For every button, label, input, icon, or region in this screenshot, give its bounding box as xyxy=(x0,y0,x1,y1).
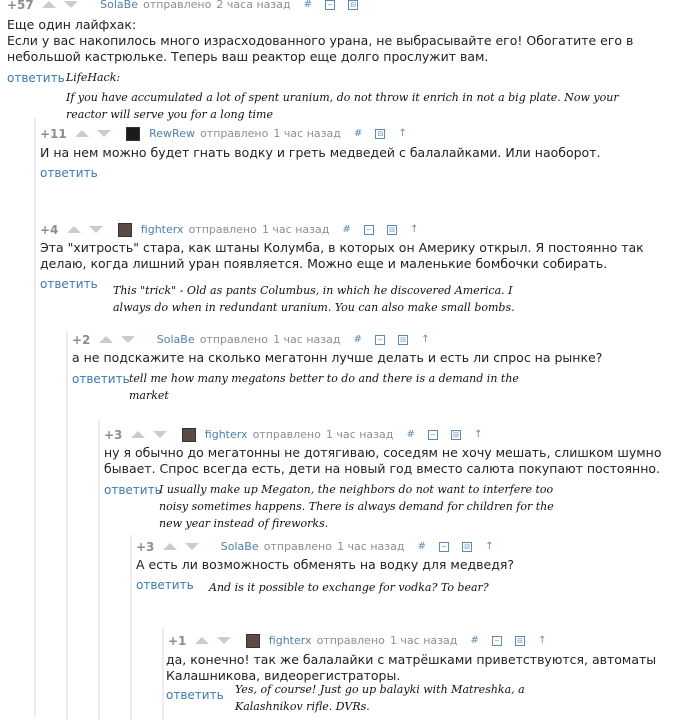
permalink-icon[interactable]: # xyxy=(342,224,351,235)
comment-sent: отправлено xyxy=(199,333,268,346)
permalink-icon[interactable]: # xyxy=(406,429,415,440)
downvote-icon[interactable] xyxy=(217,637,231,644)
comment-sent: отправлено xyxy=(263,540,332,553)
thread-rail xyxy=(162,628,164,720)
reply-link[interactable]: ответить xyxy=(40,277,98,291)
parent-arrow-icon[interactable]: ↑ xyxy=(474,429,483,440)
downvote-icon[interactable] xyxy=(97,130,111,137)
downvote-icon[interactable] xyxy=(153,431,167,438)
comment-text: а не подскажите на сколько мегатонн лучше делать и есть ли спрос на рынке? xyxy=(72,350,603,365)
comment-score: +11 xyxy=(40,127,67,141)
comment-header xyxy=(104,424,483,443)
reply-link[interactable]: ответить xyxy=(166,688,224,702)
comment-sent: отправлено xyxy=(316,634,385,647)
parent-arrow-icon[interactable]: ↑ xyxy=(421,334,430,345)
save-icon[interactable]: ⊟ xyxy=(387,225,397,235)
comment-score: +1 xyxy=(168,634,187,648)
collapse-icon[interactable]: − xyxy=(428,430,438,440)
upvote-icon[interactable] xyxy=(67,226,81,233)
handwritten-label: LifeHack: xyxy=(66,71,121,84)
collapse-icon[interactable]: − xyxy=(364,225,374,235)
upvote-icon[interactable] xyxy=(42,1,56,8)
comment-time: 1 час назад xyxy=(273,333,341,346)
reply-link[interactable]: ответить xyxy=(7,71,65,85)
parent-arrow-icon[interactable]: ↑ xyxy=(410,224,419,235)
permalink-icon[interactable]: # xyxy=(353,128,363,139)
collapse-icon[interactable]: − xyxy=(375,335,385,345)
thread-rail xyxy=(98,420,100,720)
save-icon[interactable]: ⊟ xyxy=(348,0,358,10)
thread-rail xyxy=(34,118,36,718)
downvote-icon[interactable] xyxy=(89,226,103,233)
comment-text: И на нем можно будет гнать водку и греть медведей с балалайками. Или наоборот. xyxy=(40,145,601,160)
save-icon[interactable]: ⊟ xyxy=(462,542,472,552)
upvote-icon[interactable] xyxy=(163,543,177,550)
comment-text: А есть ли возможность обменять на водку для медведя? xyxy=(136,557,515,572)
permalink-icon[interactable]: # xyxy=(353,334,362,345)
comment-author[interactable]: SolaBe xyxy=(220,540,259,553)
comment-time: 1 час назад xyxy=(325,428,394,441)
permalink-icon[interactable]: # xyxy=(417,541,426,552)
comment-time: 1 час назад xyxy=(273,127,341,140)
comment-header xyxy=(40,219,419,238)
handwritten-translation: tell me how many megatons better to do and there is a demand in the market xyxy=(129,372,519,402)
comment-time: 1 час назад xyxy=(389,634,458,647)
comment-header xyxy=(72,329,430,348)
comment-author[interactable]: RewRew xyxy=(149,127,195,140)
comment-text: да, конечно! так же балалайки с матрёшками приветствуются, автоматы Калашникова, видеорегистраторы. xyxy=(166,652,657,683)
handwritten-translation: This "trick" - Old as pants Columbus, in which he discovered America. I always do when in redundant uranium. You can also make small bombs. xyxy=(113,284,515,314)
downvote-icon[interactable] xyxy=(64,1,78,8)
comment-score: +3 xyxy=(104,428,123,442)
parent-arrow-icon[interactable]: ↑ xyxy=(538,635,547,646)
comment-score: +4 xyxy=(40,223,59,237)
comment-score: +3 xyxy=(136,540,155,554)
handwritten-translation: Yes, of course! Just go up balayki with Matreshka, a Kalashnikov rifle. DVRs. xyxy=(235,683,525,713)
collapse-icon[interactable]: − xyxy=(492,636,502,646)
comment-time: 1 час назад xyxy=(337,540,405,553)
comment-time: 2 часа назад xyxy=(216,0,291,11)
comment-sent: отправлено xyxy=(188,223,257,236)
upvote-icon[interactable] xyxy=(75,130,89,137)
downvote-icon[interactable] xyxy=(121,336,135,343)
permalink-icon[interactable]: # xyxy=(470,635,479,646)
handwritten-translation: If you have accumulated a lot of spent uranium, do not throw it enrich in not a big plate. Now your reactor will serve you for a long time xyxy=(66,91,619,121)
upvote-icon[interactable] xyxy=(131,431,145,438)
avatar xyxy=(118,223,132,237)
comment-author[interactable]: SolaBe xyxy=(156,333,195,346)
comment-author[interactable]: fighterx xyxy=(140,223,184,236)
comment-text: ну я обычно до мегатонны не дотягиваю, соседям не хочу мешать, слишком шумно бывает. Спрос всегда есть, дети на новый год вместо салюта покупают постоянно. xyxy=(104,445,662,476)
comment-author[interactable]: SolaBe xyxy=(100,0,138,11)
handwritten-translation: And is it possible to exchange for vodka? To bear? xyxy=(209,581,489,594)
comment-header xyxy=(168,630,547,649)
avatar xyxy=(126,127,140,141)
comment-header xyxy=(136,536,494,555)
comment-header xyxy=(7,0,358,13)
comment-sent: отправлено xyxy=(200,127,269,140)
save-icon[interactable]: ⊟ xyxy=(398,335,408,345)
comment-text: Еще один лайфхак: Если у вас накопилось много израсходованного урана, не выбрасывайте его! Обогатите его в небольшой кастрюльке. Теперь ваш реактор еще долго прослужит вам. xyxy=(7,17,634,64)
reply-link[interactable]: ответить xyxy=(104,483,162,497)
comment-score: +57 xyxy=(7,0,34,12)
comment-author[interactable]: fighterx xyxy=(268,634,312,647)
save-icon[interactable]: ⊟ xyxy=(375,129,385,139)
downvote-icon[interactable] xyxy=(185,543,199,550)
handwritten-translation: I usually make up Megaton, the neighbors do not want to interfere too noisy sometimes happens. There is always demand for children for the new year instead of fireworks. xyxy=(159,483,554,530)
reply-link[interactable]: ответить xyxy=(40,166,98,180)
parent-arrow-icon[interactable]: ↑ xyxy=(398,128,407,139)
permalink-icon[interactable]: # xyxy=(303,0,313,10)
comment-header xyxy=(40,123,407,142)
upvote-icon[interactable] xyxy=(195,637,209,644)
save-icon[interactable]: ⊟ xyxy=(451,430,461,440)
comment-time: 1 час назад xyxy=(261,223,330,236)
avatar xyxy=(246,634,260,648)
upvote-icon[interactable] xyxy=(99,336,113,343)
parent-arrow-icon[interactable]: ↑ xyxy=(485,541,494,552)
comment-score: +2 xyxy=(72,333,91,347)
reply-link[interactable]: ответить xyxy=(72,372,130,386)
thread-rail xyxy=(66,330,68,720)
avatar xyxy=(182,428,196,442)
collapse-icon[interactable]: − xyxy=(325,0,335,10)
comment-sent: отправлено xyxy=(143,0,212,11)
comment-sent: отправлено xyxy=(252,428,321,441)
thread-rail xyxy=(130,535,132,720)
comment-author[interactable]: fighterx xyxy=(204,428,248,441)
comment-text: Эта "хитрость" стара, как штаны Колумба, в которых он Америку открыл. Я постоянно так делаю, когда лишний уран появляется. Можно еще и маленькие бомбочки собирать. xyxy=(40,240,644,271)
save-icon[interactable]: ⊟ xyxy=(515,636,525,646)
collapse-icon[interactable]: − xyxy=(439,542,449,552)
reply-link[interactable]: ответить xyxy=(136,578,194,592)
